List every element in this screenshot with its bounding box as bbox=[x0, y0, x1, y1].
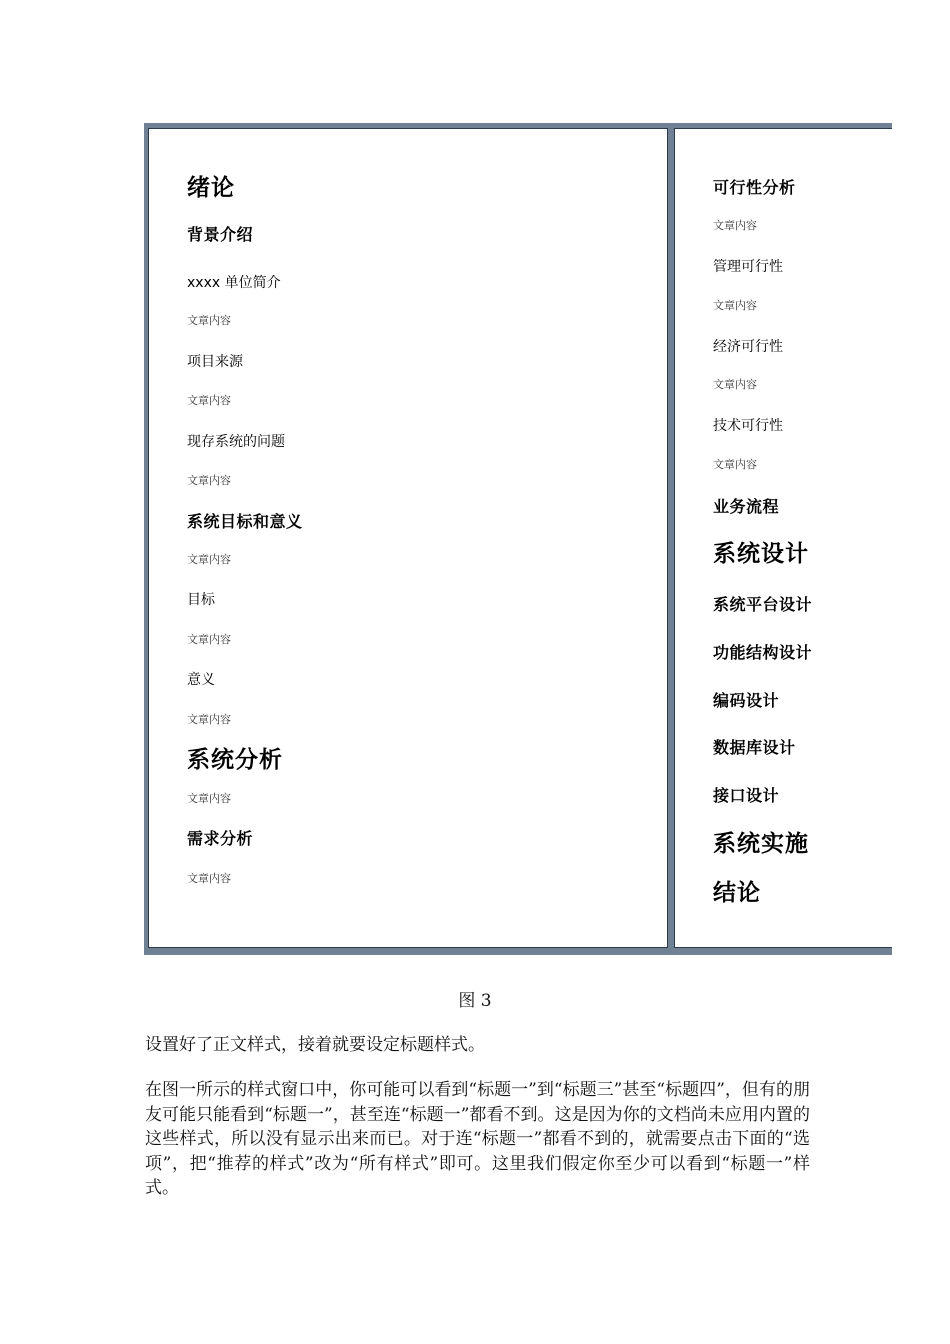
right-page-line-body: 文章内容 bbox=[713, 299, 757, 312]
right-page-line-body: 文章内容 bbox=[713, 219, 757, 232]
left-page-line-h3: 意义 bbox=[187, 672, 215, 688]
paragraph: 在图一所示的样式窗口中，你可能可以看到“标题一”到“标题三”甚至“标题四”，但有的朋友可能只能看到“标题一”，甚至连“标题一”都看不到。这是因为你的文档尚未应用内置的这些样式，所以没有显示出来而已。对于连“标题一”都看不到的，就需要点击下面的“选项”，把“推荐的样式”改为“所有样式”即可。这里我们假定你至少可以看到“标题一”样式。 bbox=[145, 1080, 810, 1198]
left-page-line-body: 文章内容 bbox=[187, 713, 231, 726]
left-page-line-h2: 系统目标和意义 bbox=[187, 512, 303, 531]
right-page-line-h1: 系统设计 bbox=[713, 541, 809, 567]
right-page-line-h2: 业务流程 bbox=[713, 497, 780, 516]
left-page-line-h3: 现存系统的问题 bbox=[187, 434, 285, 450]
left-page-line-body: 文章内容 bbox=[187, 553, 231, 566]
right-page-line-h2: 接口设计 bbox=[713, 786, 780, 805]
figure-caption: 图 3 bbox=[458, 991, 492, 1011]
right-page-line-h1: 结论 bbox=[713, 880, 761, 906]
right-page-line-h2: 数据库设计 bbox=[713, 738, 796, 757]
right-page-line-h3: 管理可行性 bbox=[713, 259, 783, 275]
left-page-line-h2: 需求分析 bbox=[187, 829, 254, 848]
left-page-line-body: 文章内容 bbox=[187, 314, 231, 327]
left-page-line-body: 文章内容 bbox=[187, 633, 231, 646]
left-page-line-body: 文章内容 bbox=[187, 474, 231, 487]
left-page-line-body: 文章内容 bbox=[187, 872, 231, 885]
left-page-line-h2: 背景介绍 bbox=[187, 225, 254, 244]
left-page-line-h3: 项目来源 bbox=[187, 354, 243, 370]
left-page-line-h3: xxxx 单位简介 bbox=[187, 275, 281, 291]
right-page-line-h2: 功能结构设计 bbox=[713, 643, 813, 662]
paragraph: 设置好了正文样式，接着就要设定标题样式。 bbox=[145, 1035, 485, 1055]
left-page-line-body: 文章内容 bbox=[187, 792, 231, 805]
right-page-line-h1: 系统实施 bbox=[713, 831, 809, 857]
document-page-left bbox=[148, 128, 668, 948]
right-page-line-h3: 经济可行性 bbox=[713, 339, 783, 355]
figure-screenshot bbox=[144, 123, 892, 955]
right-page-line-body: 文章内容 bbox=[713, 378, 757, 391]
right-page-line-h2: 编码设计 bbox=[713, 691, 780, 710]
right-page-line-h2: 系统平台设计 bbox=[713, 595, 813, 614]
right-page-line-body: 文章内容 bbox=[713, 458, 757, 471]
left-page-line-h1: 绪论 bbox=[187, 175, 235, 201]
right-page-line-h2: 可行性分析 bbox=[713, 178, 796, 197]
left-page-line-h1: 系统分析 bbox=[187, 747, 283, 773]
right-page-line-h3: 技术可行性 bbox=[713, 418, 783, 434]
document-page-right bbox=[674, 128, 892, 948]
left-page-line-body: 文章内容 bbox=[187, 394, 231, 407]
left-page-line-h3: 目标 bbox=[187, 592, 215, 608]
